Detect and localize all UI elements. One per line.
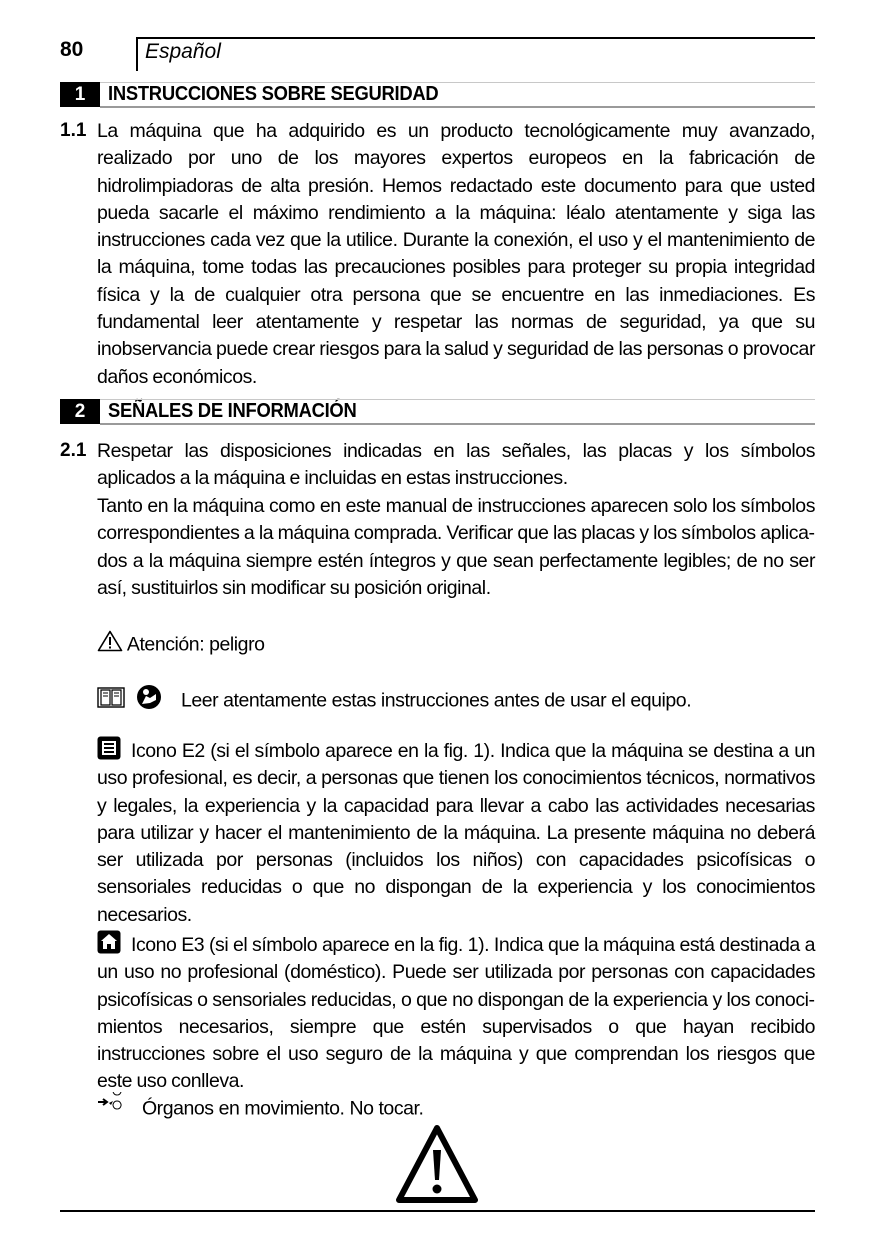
book-icon — [97, 685, 125, 717]
warning-triangle-icon — [395, 1124, 479, 1204]
warning-triangle-icon — [97, 630, 123, 660]
language-label: Español — [145, 40, 221, 63]
moving-parts-row — [97, 1092, 815, 1126]
section-heading-2 — [60, 399, 815, 425]
professional-use-text: Icono E2 (si el símbolo aparece en la fig. 1). Indica que la máquina se destina a un uso profesional, es decir, a personas que tienen los conocimientos técnicos, normativos y legales, la experiencia y la capacidad para llevar a cabo las actividades necesarias para utilizar y hacer el mantenimiento de la máquina. La presente máquina no deberá ser utilizada por personas (incluidos los niños) con capacidades psicofísicas o sensoriales reducidas o que no dispongan de la experiencia y los conocimientos necesarios. — [97, 740, 815, 926]
moving-parts-text: Órganos en movimiento. No tocar. — [141, 1097, 424, 1120]
paragraph-number: 1.1 — [60, 120, 87, 141]
section-top-rule — [100, 82, 815, 83]
read-manual-text: Leer atentamente estas instrucciones antes de usar el equipo. — [180, 689, 692, 712]
section-title: INSTRUCCIONES SOBRE SEGURIDAD — [108, 83, 439, 105]
home-use-text: Icono E3 (si el símbolo aparece en la fig. 1). Indica que la máquina está destinada a un uso no profesional (doméstico). Puede ser utilizada por personas con capacidades psicofísicas o sensoriales reducidas, o que no dispongan de la experiencia y los conocimientos necesarios, siempre que estén supervisados o que hayan recibido instrucciones sobre el uso seguro de la máquina y que comprendan los riesgos que este uso conlleva. — [97, 934, 815, 1093]
section-number: 2 — [60, 399, 100, 424]
header-divider — [136, 37, 138, 71]
paragraph-text: Respetar las disposiciones indicadas en las señales, las placas y los símbolos aplicados a la máquina e incluidas en estas instrucciones. — [97, 440, 815, 490]
section-title: SEÑALES DE INFORMACIÓN — [108, 400, 357, 422]
paragraph-text: Tanto en la máquina como en este manual de instrucciones aparecen solo los símbolos correspondientes a la máquina comprada. Verificar que las placas y los símbolos aplicados a la máquina siempre estén íntegros y que sean perfectamente legibles; de no ser así, sustituirlos sin modificar su posición original. — [97, 495, 815, 599]
attention-text: Atención: peligro — [126, 633, 265, 656]
section-heading-1 — [60, 82, 815, 108]
paragraph-number: 2.1 — [60, 440, 87, 461]
section-number: 1 — [60, 82, 100, 107]
paragraph-text: La máquina que ha adquirido es un producto tecnológicamente muy avanzado, realizado por uno de los mayores expertos europeos en la fabricación de hidrolimpiadoras de alta presión. Hemos redactado este documento para que usted pueda sacarle el máximo rendimiento a la máquina: léalo atentamente y siga las instrucciones cada vez que la utilice. Durante la conexión, el uso y el mantenimiento de la máquina, tome todas las precauciones posibles para proteger su propia integridad física y la de cualquier otra persona que se encuentre en las inmediaciones. Es fundamental leer atentamente y respetar las normas de seguridad, ya que su inobservancia puede crear riesgos para la salud y seguridad de las personas o provocar daños económicos. — [97, 120, 815, 388]
read-manual-row — [97, 684, 815, 718]
attention-row — [97, 630, 815, 660]
read-manual-icon — [136, 684, 162, 718]
professional-use-paragraph — [97, 736, 815, 929]
section-rule — [100, 423, 815, 425]
paragraph-2-1 — [97, 438, 815, 493]
page-number: 80 — [60, 38, 84, 61]
paragraph-1-1 — [97, 118, 815, 391]
moving-parts-icon — [97, 1092, 125, 1126]
section-top-rule — [100, 399, 815, 400]
professional-use-icon — [97, 736, 119, 758]
home-use-paragraph — [97, 930, 815, 1096]
footer-rule — [60, 1210, 815, 1212]
section-rule — [100, 106, 815, 108]
paragraph-2-1-b — [97, 493, 815, 602]
header-rule — [136, 37, 815, 39]
home-use-icon — [97, 930, 119, 952]
